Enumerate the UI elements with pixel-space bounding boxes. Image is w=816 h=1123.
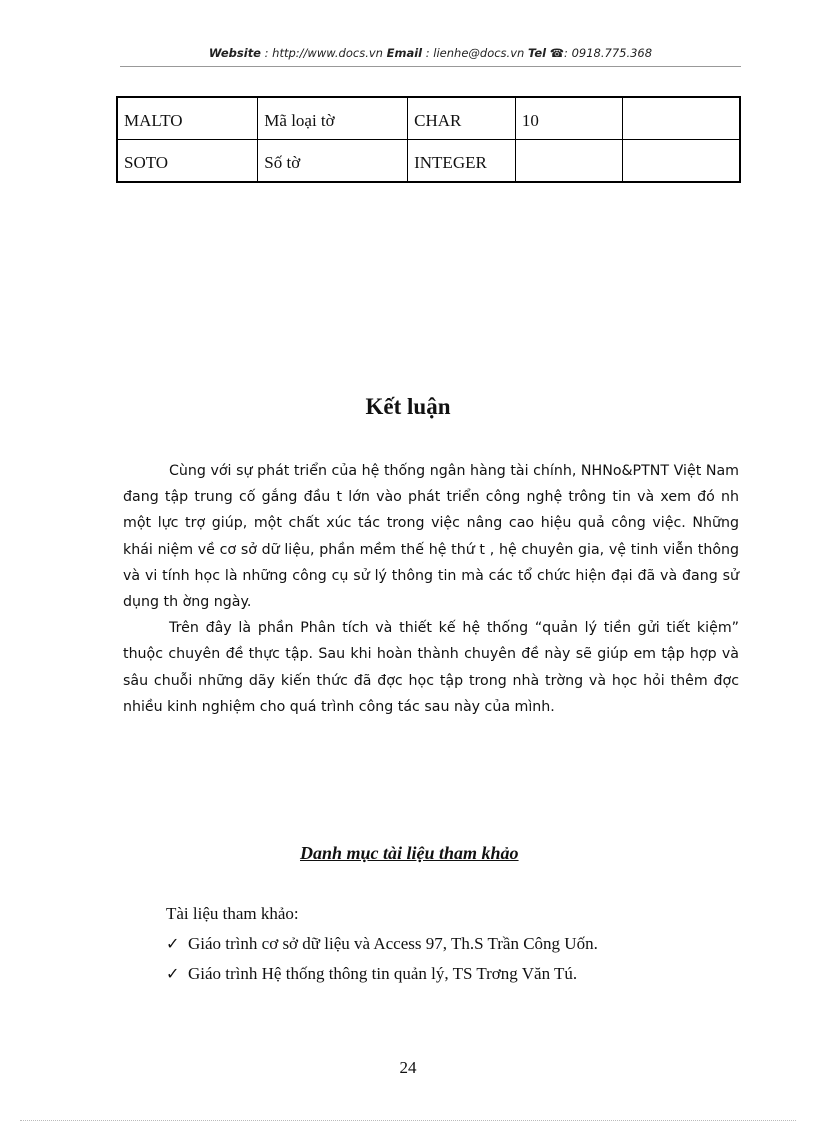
page-header bbox=[120, 46, 741, 60]
table-cell: Mã loại tờ bbox=[258, 97, 408, 140]
conclusion-title: Kết luận bbox=[365, 394, 451, 419]
table-cell: MALTO bbox=[117, 97, 258, 140]
page-bottom-divider bbox=[20, 1120, 796, 1121]
references-intro: Tài liệu tham khảo: bbox=[166, 904, 299, 923]
page-number: 24 bbox=[399, 1058, 417, 1077]
table-row bbox=[117, 140, 740, 183]
header-divider bbox=[120, 66, 741, 67]
table-cell: INTEGER bbox=[408, 140, 516, 183]
tel-label: Tel bbox=[527, 46, 547, 60]
tel-value: : 0918.775.368 bbox=[564, 46, 653, 60]
checkmark-icon: ✓ bbox=[166, 964, 180, 983]
phone-icon: ☎ bbox=[549, 46, 565, 60]
field-table bbox=[116, 96, 741, 183]
table-cell bbox=[623, 97, 740, 140]
table-row bbox=[117, 97, 740, 140]
table-cell: 10 bbox=[515, 97, 622, 140]
table-cell: Số tờ bbox=[258, 140, 408, 183]
email-value: : lienhe@docs.vn bbox=[422, 46, 528, 60]
reference-text: Giáo trình Hệ thống thông tin quản lý, TS Trơng Văn Tú. bbox=[188, 964, 578, 983]
references-title: Danh mục tài liệu tham khảo bbox=[300, 843, 519, 863]
checkmark-icon: ✓ bbox=[166, 934, 180, 953]
email-label: Email bbox=[386, 46, 423, 60]
list-item bbox=[166, 929, 726, 959]
reference-text: Giáo trình cơ sở dữ liệu và Access 97, Th.S Trần Công Uốn. bbox=[188, 934, 598, 953]
table-cell: CHAR bbox=[408, 97, 516, 140]
references-list bbox=[166, 899, 726, 989]
list-item bbox=[166, 959, 726, 989]
paragraph: Cùng với sự phát triển của hệ thống ngân hàng tài chính, NHNo&PTNT Việt Nam đang tập trung cố gắng đầu t lớn vào phát triển công nghệ trông tin và xem đó nh một lực trợ giúp, một chất xúc tác trong việc nâng cao hiệu quả công việc. Những khái niệm về cơ sở dữ liệu, phần mềm thế hệ thứ t , hệ chuyên gia, vệ tinh viễn thông và vi tính học là những công cụ sử lý thông tin mà các tổ chức hiện đại đã và đang sử dụng th ờng ngày. bbox=[123, 463, 739, 611]
website-value: : http://www.docs.vn bbox=[261, 46, 387, 60]
conclusion-body bbox=[123, 458, 739, 720]
paragraph: Trên đây là phần Phân tích và thiết kế hệ thống “quản lý tiền gửi tiết kiệm” thuộc chuyên đề thực tập. Sau khi hoàn thành chuyên đề này sẽ giúp em tập hợp và sâu chuỗi những dãy kiến thức đã đợc học tập trong nhà trờng và học hỏi thêm đợc nhiều kinh nghiệm cho quá trình công tác sau này của mình. bbox=[123, 620, 739, 715]
website-label: Website bbox=[208, 46, 261, 60]
table-cell: SOTO bbox=[117, 140, 258, 183]
table-cell bbox=[623, 140, 740, 183]
table-cell bbox=[515, 140, 622, 183]
